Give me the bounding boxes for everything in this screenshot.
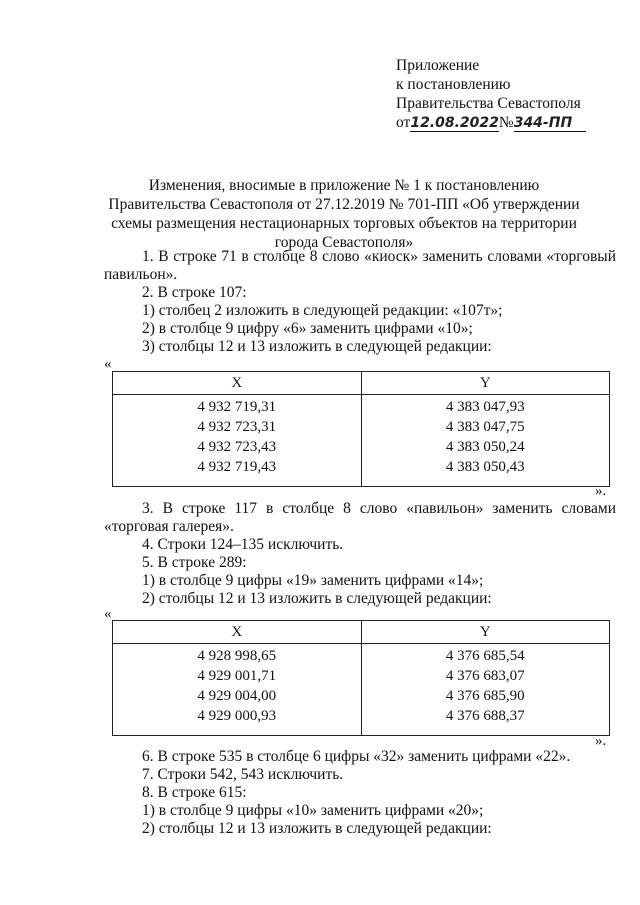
item-5-1: 1) в столбце 9 цифры «19» заменить цифрами «14»; bbox=[142, 572, 484, 589]
table-header-row bbox=[113, 621, 610, 644]
section-2 bbox=[104, 500, 616, 608]
handwritten-number: 344-ПП bbox=[513, 115, 573, 131]
cell-x: 4 932 719,31 bbox=[113, 395, 362, 418]
cell-x: 4 929 004,00 bbox=[113, 686, 362, 706]
from-prefix: от bbox=[396, 114, 411, 131]
appendix-line-3: Правительства Севастополя bbox=[396, 95, 581, 112]
column-header-x: X bbox=[113, 621, 362, 644]
item-5: 5. В строке 289: bbox=[142, 554, 247, 571]
cell-x: 4 929 000,93 bbox=[113, 706, 362, 736]
item-3-line-1: 3. В строке 117 в столбце 8 слово «павильон» заменить словами bbox=[142, 500, 616, 517]
coordinates-table-2 bbox=[112, 620, 610, 736]
table-row bbox=[113, 686, 610, 706]
item-2-1: 1) столбец 2 изложить в следующей редакции: «107т»; bbox=[142, 302, 503, 319]
cell-x: 4 932 723,31 bbox=[113, 417, 362, 437]
section-1 bbox=[104, 248, 616, 356]
cell-x: 4 932 719,43 bbox=[113, 457, 362, 487]
cell-y: 4 376 685,90 bbox=[361, 686, 610, 706]
table-row bbox=[113, 437, 610, 457]
cell-y: 4 383 047,93 bbox=[361, 395, 610, 418]
quote-open-2: « bbox=[104, 606, 112, 622]
column-header-y: Y bbox=[361, 372, 610, 395]
table-row bbox=[113, 644, 610, 667]
item-8: 8. В строке 615: bbox=[142, 784, 247, 801]
table-row bbox=[113, 417, 610, 437]
document-title: Изменения, вносимые в приложение № 1 к постановлению Правительства Севастополя от 27.12.2019 № 701-ПП «Об утверждении схемы размещения нестационарных торговых объектов на территории города Севастополя» bbox=[108, 177, 580, 251]
column-header-x: X bbox=[113, 372, 362, 395]
item-8-2: 2) столбцы 12 и 13 изложить в следующей редакции: bbox=[142, 820, 492, 837]
coordinates-table-1 bbox=[112, 371, 610, 487]
date-field bbox=[410, 115, 499, 132]
quote-open-1: « bbox=[104, 356, 112, 372]
item-3-line-2: «торговая галерея». bbox=[104, 518, 234, 535]
column-header-y: Y bbox=[361, 621, 610, 644]
section-3 bbox=[104, 748, 616, 838]
item-8-1: 1) в столбце 9 цифры «10» заменить цифрами «20»; bbox=[142, 802, 484, 819]
table-row bbox=[113, 666, 610, 686]
number-field bbox=[514, 115, 586, 132]
item-4: 4. Строки 124–135 исключить. bbox=[142, 536, 344, 553]
appendix-line-1: Приложение bbox=[396, 57, 480, 74]
quote-close-2: ». bbox=[595, 733, 607, 749]
cell-x: 4 928 998,65 bbox=[113, 644, 362, 667]
appendix-header bbox=[396, 56, 626, 132]
handwritten-date: 12.08.2022 bbox=[410, 115, 499, 131]
number-sign: № bbox=[498, 114, 514, 131]
item-5-2: 2) столбцы 12 и 13 изложить в следующей редакции: bbox=[142, 590, 492, 607]
cell-y: 4 376 685,54 bbox=[361, 644, 610, 667]
cell-x: 4 932 723,43 bbox=[113, 437, 362, 457]
cell-y: 4 376 683,07 bbox=[361, 666, 610, 686]
table-row bbox=[113, 395, 610, 418]
item-7: 7. Строки 542, 543 исключить. bbox=[142, 766, 344, 783]
table-row bbox=[113, 706, 610, 736]
appendix-line-2: к постановлению bbox=[396, 76, 511, 93]
item-2: 2. В строке 107: bbox=[142, 284, 247, 301]
item-1-line-1: 1. В строке 71 в столбце 8 слово «киоск» заменить словами «торговый bbox=[142, 248, 616, 265]
table-row bbox=[113, 457, 610, 487]
cell-y: 4 376 688,37 bbox=[361, 706, 610, 736]
cell-y: 4 383 050,24 bbox=[361, 437, 610, 457]
table-header-row bbox=[113, 372, 610, 395]
cell-x: 4 929 001,71 bbox=[113, 666, 362, 686]
cell-y: 4 383 047,75 bbox=[361, 417, 610, 437]
item-1-line-2: павильон». bbox=[104, 266, 178, 283]
item-6: 6. В строке 535 в столбце 6 цифры «32» заменить цифрами «22». bbox=[142, 748, 571, 765]
quote-close-1: ». bbox=[595, 483, 607, 499]
appendix-date-line bbox=[396, 113, 626, 132]
item-2-3: 3) столбцы 12 и 13 изложить в следующей редакции: bbox=[142, 338, 492, 355]
cell-y: 4 383 050,43 bbox=[361, 457, 610, 487]
item-2-2: 2) в столбце 9 цифру «6» заменить цифрами «10»; bbox=[142, 320, 473, 337]
